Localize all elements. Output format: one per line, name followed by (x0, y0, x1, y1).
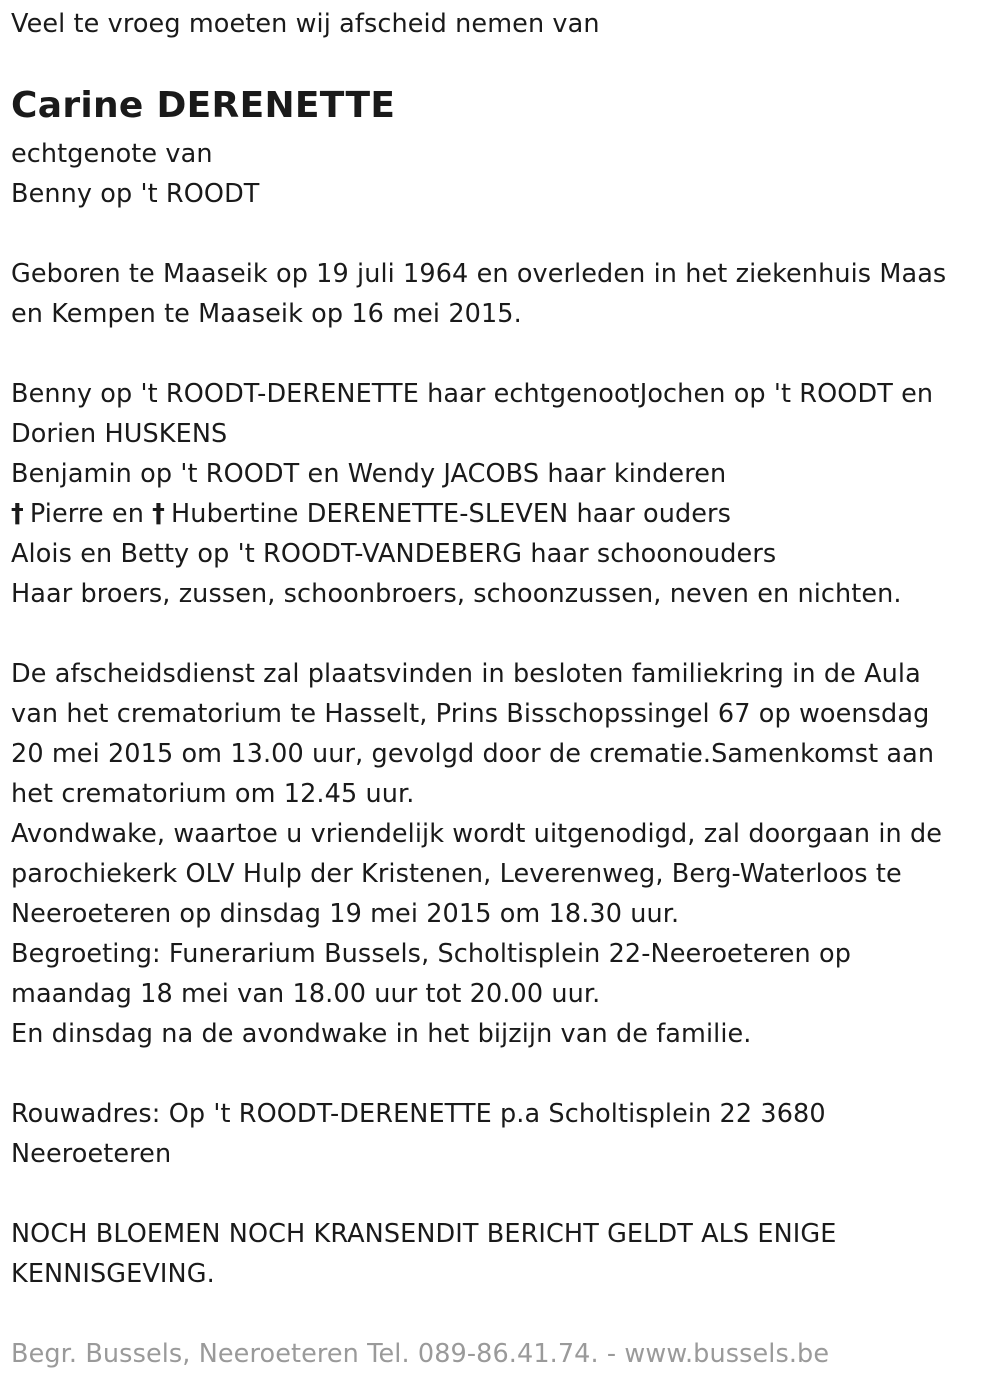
family-block (11, 374, 933, 614)
service-line: maandag 18 mei van 18.00 uur tot 20.00 uur. (11, 979, 601, 1009)
service-block (11, 654, 942, 1054)
service-line: het crematorium om 12.45 uur. (11, 779, 415, 809)
intro-text: Veel te vroeg moeten wij afscheid nemen van (11, 9, 600, 39)
birth-death-line: en Kempen te Maaseik op 16 mei 2015. (11, 299, 522, 329)
family-line: Benny op 't ROODT-DERENETTE haar echtgenootJochen op 't ROODT en (11, 379, 934, 409)
service-line: En dinsdag na de avondwake in het bijzijn van de familie. (11, 1019, 752, 1049)
service-line: 20 mei 2015 om 13.00 uur, gevolgd door de crematie.Samenkomst aan (11, 739, 935, 769)
funeral-home-footer: Begr. Bussels, Neeroeteren Tel. 089-86.41.74. - www.bussels.be (11, 1339, 830, 1369)
parent-mother: Hubertine DERENETTE-SLEVEN haar ouders (171, 499, 731, 529)
family-line: Haar broers, zussen, schoonbroers, schoonzussen, neven en nichten. (11, 579, 902, 609)
relation-text: echtgenote van (11, 139, 213, 169)
parent-father: Pierre en (29, 499, 144, 529)
parents-line (11, 494, 933, 534)
service-line: Neeroeteren op dinsdag 19 mei 2015 om 18.30 uur. (11, 899, 680, 929)
address-block (11, 1094, 826, 1174)
notice-line: KENNISGEVING. (11, 1259, 215, 1289)
service-line: Avondwake, waartoe u vriendelijk wordt uitgenodigd, zal doorgaan in de (11, 819, 943, 849)
birth-death-block (11, 254, 946, 334)
service-line: van het crematorium te Hasselt, Prins Bisschopssingel 67 op woensdag (11, 699, 930, 729)
cross-icon: † (11, 499, 24, 529)
cross-icon: † (152, 499, 166, 529)
address-line: Neeroeteren (11, 1139, 172, 1169)
deceased-name: Carine DERENETTE (11, 85, 396, 126)
notice-line: NOCH BLOEMEN NOCH KRANSENDIT BERICHT GELDT ALS ENIGE (11, 1219, 837, 1249)
family-line: Dorien HUSKENS (11, 419, 228, 449)
birth-death-line: Geboren te Maaseik op 19 juli 1964 en overleden in het ziekenhuis Maas (11, 259, 947, 289)
notice-block (11, 1214, 837, 1294)
family-line: Alois en Betty op 't ROODT-VANDEBERG haar schoonouders (11, 539, 777, 569)
family-line: Benjamin op 't ROODT en Wendy JACOBS haar kinderen (11, 459, 727, 489)
service-line: De afscheidsdienst zal plaatsvinden in besloten familiekring in de Aula (11, 659, 921, 689)
service-line: Begroeting: Funerarium Bussels, Scholtisplein 22-Neeroeteren op (11, 939, 851, 969)
service-line: parochiekerk OLV Hulp der Kristenen, Leverenweg, Berg-Waterloos te (11, 859, 902, 889)
spouse-name: Benny op 't ROODT (11, 179, 260, 209)
spouse-block (11, 134, 259, 214)
address-line: Rouwadres: Op 't ROODT-DERENETTE p.a Scholtisplein 22 3680 (11, 1099, 826, 1129)
